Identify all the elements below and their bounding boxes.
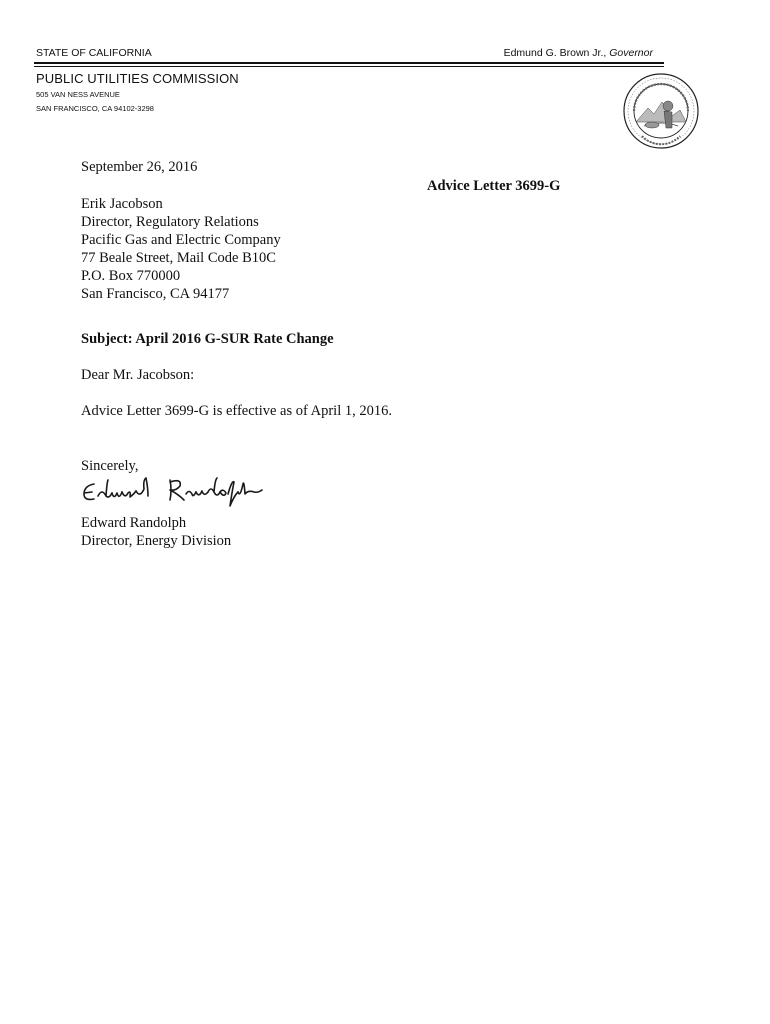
agency-address-line1: 505 VAN NESS AVENUE	[36, 90, 120, 99]
governor-header	[504, 47, 653, 59]
agency-address-line2: SAN FRANCISCO, CA 94102-3298	[36, 104, 154, 113]
agency-name: PUBLIC UTILITIES COMMISSION	[36, 71, 239, 86]
recipient-address	[81, 195, 281, 303]
recipient-title: Director, Regulatory Relations	[81, 214, 259, 230]
recipient-po-box: P.O. Box 770000	[81, 268, 181, 284]
recipient-name: Erik Jacobson	[81, 196, 163, 212]
advice-letter-reference: Advice Letter 3699-G	[427, 178, 561, 194]
signer-title: Director, Energy Division	[81, 533, 232, 549]
california-state-seal-icon	[622, 72, 700, 150]
letter-subject: Subject: April 2016 G-SUR Rate Change	[81, 331, 334, 347]
salutation: Dear Mr. Jacobson:	[81, 367, 195, 383]
governor-name: Edmund G. Brown Jr.,	[503, 47, 607, 59]
recipient-company: Pacific Gas and Electric Company	[81, 232, 281, 248]
recipient-city: San Francisco, CA 94177	[81, 286, 230, 302]
handwritten-signature	[78, 474, 264, 510]
recipient-street: 77 Beale Street, Mail Code B10C	[81, 250, 276, 266]
closing: Sincerely,	[81, 458, 139, 474]
letter-date: September 26, 2016	[81, 159, 198, 175]
governor-title: Governor	[609, 47, 653, 59]
signer-name: Edward Randolph	[81, 515, 187, 531]
header-rule-thin	[34, 66, 664, 67]
header-rule-thick	[34, 62, 664, 64]
state-header: STATE OF CALIFORNIA	[36, 47, 152, 59]
letter-body: Advice Letter 3699-G is effective as of April 1, 2016.	[81, 403, 392, 419]
